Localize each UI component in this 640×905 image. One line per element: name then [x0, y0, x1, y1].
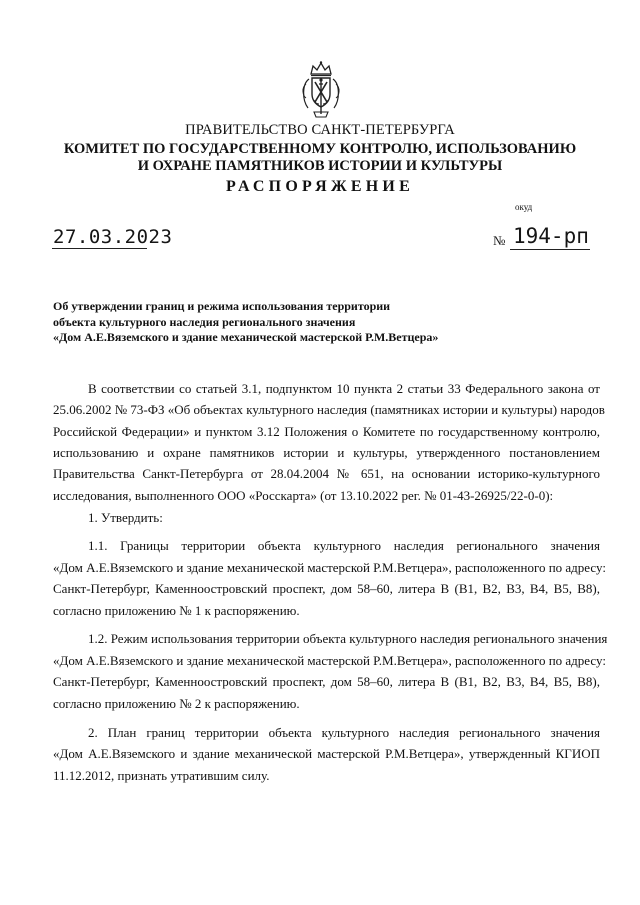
item-1-1-line: 1.1. Границы территории объекта культурного наследия регионального значения	[88, 538, 600, 553]
committee-name-line-2: И ОХРАНЕ ПАМЯТНИКОВ ИСТОРИИ И КУЛЬТУРЫ	[137, 158, 503, 174]
coat-of-arms-emblem-icon	[300, 60, 342, 120]
item-1-2-line: согласно приложению № 2 к распоряжению.	[53, 696, 300, 711]
number-underline	[510, 249, 590, 250]
order-subject	[53, 299, 438, 346]
subject-line: Об утверждении границ и режима использования территории	[53, 299, 391, 313]
item-1-2-line: «Дом А.Е.Вяземского и здание механической мастерской Р.М.Ветцера», расположенного по адресу:	[53, 653, 606, 668]
order-date: 27.03.2023	[53, 226, 173, 248]
item-2-line: «Дом А.Е.Вяземского и здание механической мастерской Р.М.Ветцера», утвержденный КГИОП	[53, 746, 600, 761]
committee-name-line-1: КОМИТЕТ ПО ГОСУДАРСТВЕННОМУ КОНТРОЛЮ, ИСПОЛЬЗОВАНИЮ	[63, 141, 577, 157]
body-line: Правительства Санкт-Петербурга от 28.04.2004 № 651, на основании историко-культурного	[53, 466, 600, 481]
body-line: 25.06.2002 № 73-ФЗ «Об объектах культурного наследия (памятниках истории и культуры) народов	[53, 402, 605, 417]
body-line: В соответствии со статьей 3.1, подпунктом 10 пункта 2 статьи 33 Федерального закона от	[88, 381, 600, 396]
subject-line: «Дом А.Е.Вяземского и здание механической мастерской Р.М.Ветцера»	[53, 330, 439, 344]
item-1-1-line: согласно приложению № 1 к распоряжению.	[53, 603, 300, 618]
order-number: 194-рп	[513, 224, 589, 248]
document-type-title: РАСПОРЯЖЕНИЕ	[226, 178, 414, 195]
item-1-1-line: Санкт-Петербург, Каменноостровский проспект, дом 58–60, литера В (В1, В2, В3, В4, В5, В8),	[53, 581, 600, 596]
body-line: использованию и охране памятников истории и культуры, утвержденного постановлением	[53, 445, 600, 460]
government-name: ПРАВИТЕЛЬСТВО САНКТ-ПЕТЕРБУРГА	[185, 122, 455, 138]
body-line: исследования, выполненного ООО «Росскарта» (от 13.10.2022 рег. № 01-43-26925/22-0-0):	[53, 488, 554, 503]
item-1-2-line: 1.2. Режим использования территории объекта культурного наследия регионального значения	[88, 631, 608, 646]
item-2-line: 11.12.2012, признать утратившим силу.	[53, 768, 270, 783]
okud-label: окуд	[515, 202, 533, 212]
body-line: Российской Федерации» и пунктом 3.12 Положения о Комитете по государственному контролю,	[53, 424, 600, 439]
item-1-1-line: «Дом А.Е.Вяземского и здание механической мастерской Р.М.Ветцера», расположенного по адресу:	[53, 560, 606, 575]
item-2-line: 2. План границ территории объекта культурного наследия регионального значения	[88, 725, 600, 740]
subject-line: объекта культурного наследия регионального значения	[53, 314, 356, 329]
item-1-2-line: Санкт-Петербург, Каменноостровский проспект, дом 58–60, литера В (В1, В2, В3, В4, В5, В8),	[53, 674, 600, 689]
date-underline	[52, 248, 147, 249]
item-1: 1. Утвердить:	[88, 510, 163, 525]
number-sign: №	[493, 233, 506, 248]
